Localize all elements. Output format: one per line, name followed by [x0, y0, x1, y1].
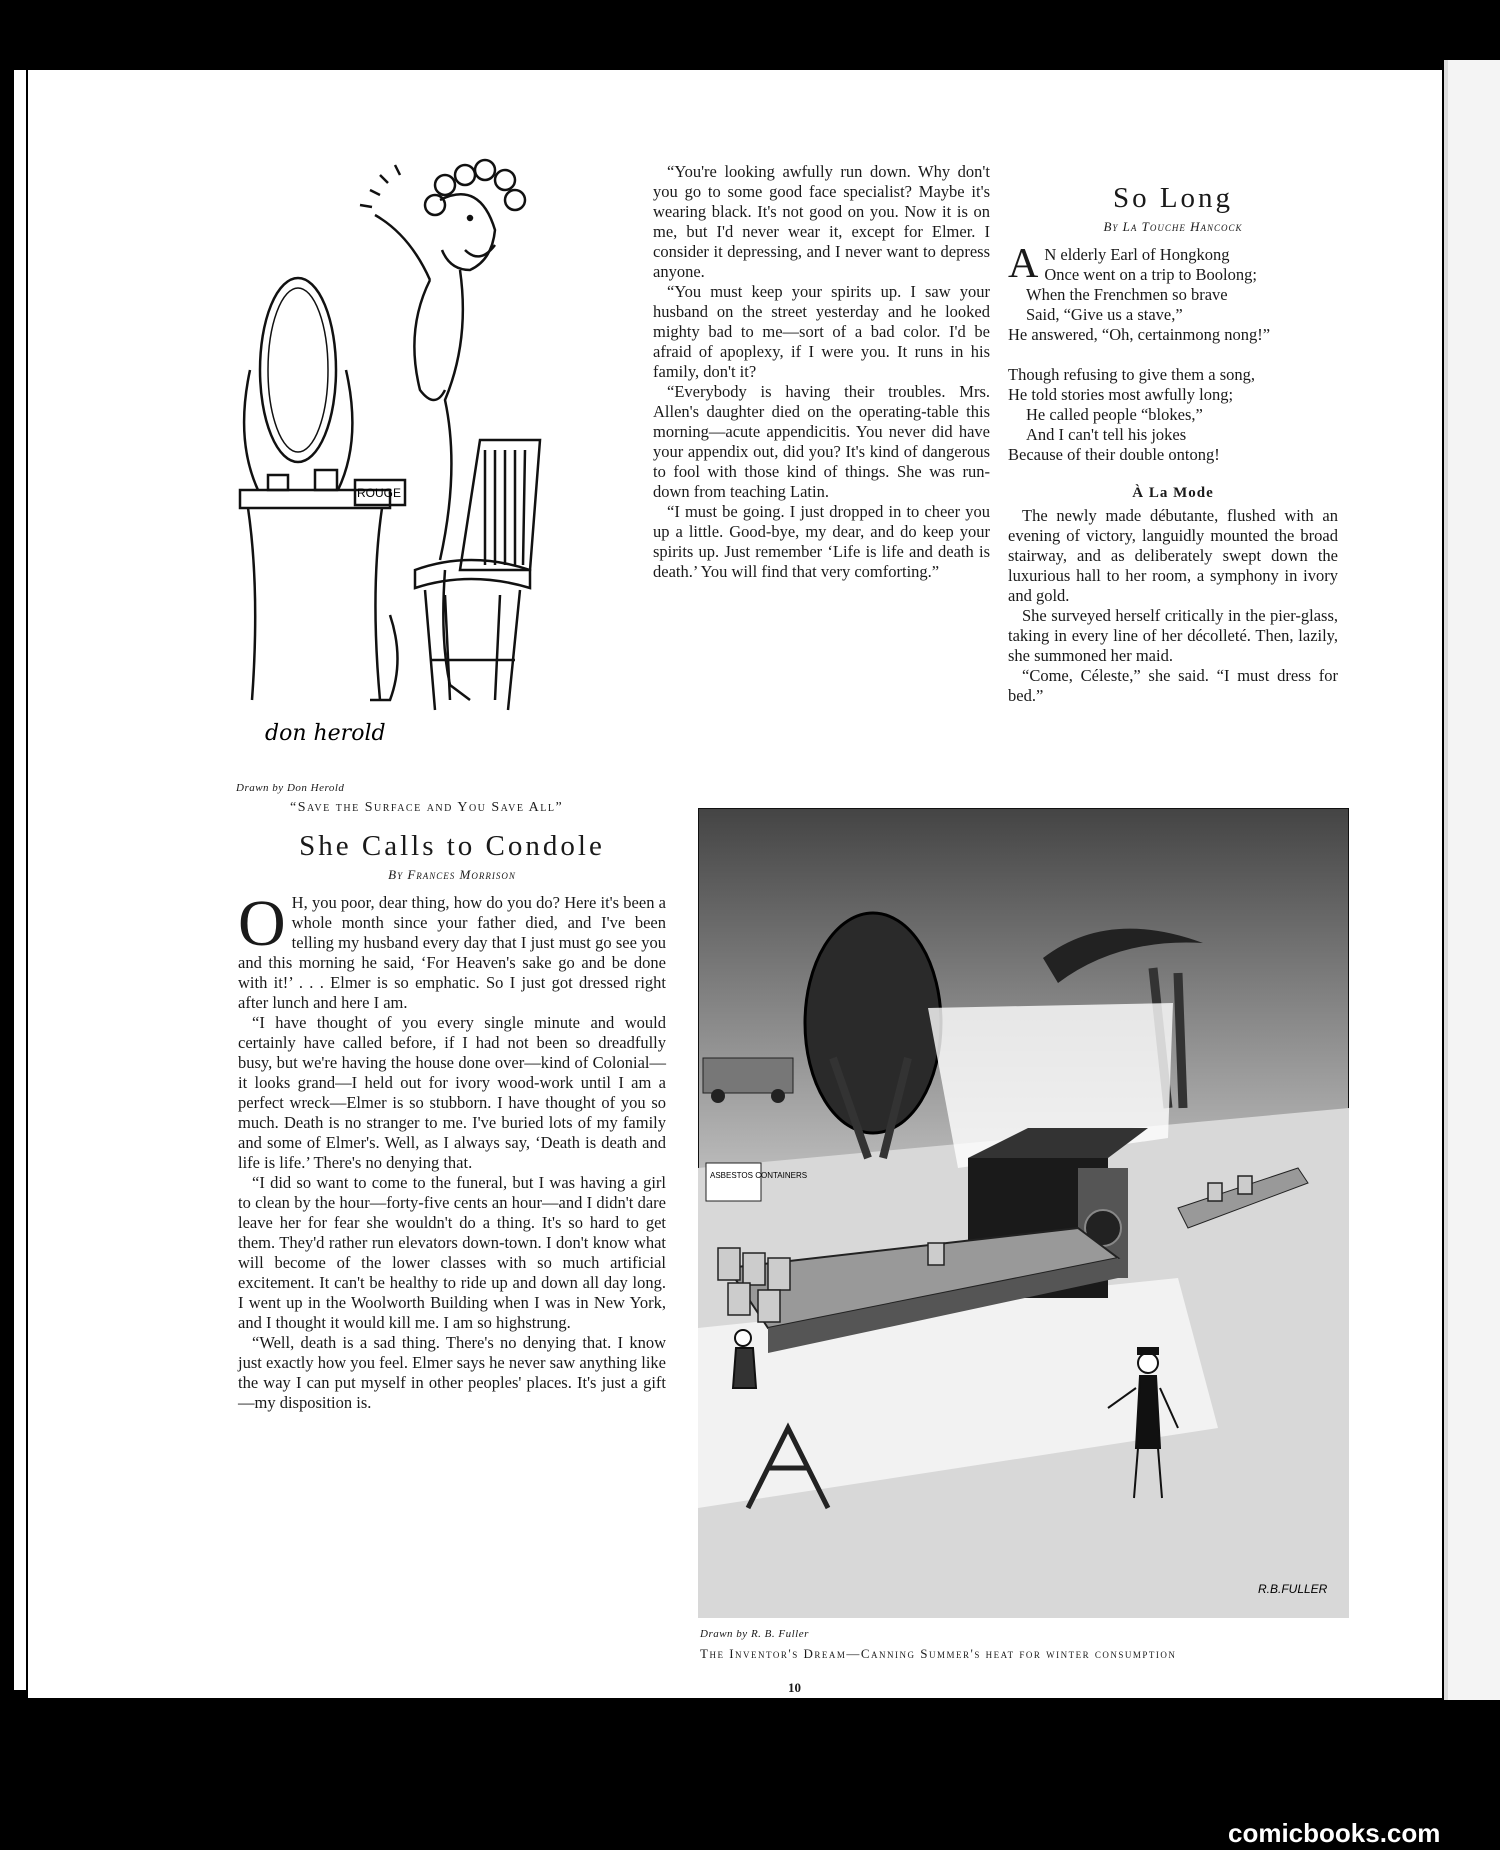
- paragraph: “Come, Céleste,” she said. “I must dress for bed.”: [1008, 666, 1338, 705]
- paragraph: “You must keep your spirits up. I saw your husband on the street yesterday and he looked mighty bad to me—sort of a bad color. I'd be afraid of apoplexy, if I were you. It runs in his family, don't it?: [653, 282, 990, 381]
- paragraph: “I did so want to come to the funeral, but I was having a girl to clean by the hour—forty-five cents an hour—and I didn't dare leave her for fear she wouldn't do a thing. It's so hard to get them. They'd rather run elevators down-town. I don't know what will become of the lower classes with so much artificial excitement. It can't be healthy to ride up and down all day long. I went up in the Woolworth Building when I was in New York, and I thought it would kill me. I am so highstrung.: [238, 1173, 666, 1332]
- fuller-signature: R.B.FULLER: [1258, 1582, 1328, 1596]
- asbestos-sign: ASBESTOS CONTAINERS: [710, 1171, 808, 1180]
- poem-line: Once went on a trip to Boolong;: [1044, 265, 1257, 284]
- top-cartoon-credit: Drawn by Don Herold: [236, 782, 345, 794]
- story-title: She Calls to Condole: [299, 830, 605, 862]
- cartoon-signature: don herold: [265, 721, 386, 746]
- poem-line: Though refusing to give them a song,: [1008, 365, 1256, 384]
- so-long-title: So Long: [1112, 182, 1234, 214]
- paragraph: “Well, death is a sad thing. There's no denying that. I know just exactly how you feel. Elmer says he never saw anything like the way I can put myself in other peoples' places. It's just a gift—my disposition is.: [238, 1333, 666, 1412]
- poem-line: N elderly Earl of Hongkong: [1044, 245, 1230, 264]
- page-number: 10: [788, 1680, 801, 1695]
- left-page-edge: [14, 70, 26, 1690]
- poem-line: Because of their double ontong!: [1008, 445, 1220, 464]
- so-long-section: [1008, 182, 1338, 706]
- poem-stanza-1: [1008, 241, 1338, 345]
- watermark-text: comicbooks.com: [1228, 1818, 1441, 1848]
- poem-line: He called people “blokes,”: [1026, 405, 1203, 424]
- paragraph: “Everybody is having their troubles. Mrs. Allen's daughter died on the operating-table this morning—acute appendicitis. You never did have your appendix out, did you? It's kind of dangerous to fool with those kind of things. She was run-down from teaching Latin.: [653, 382, 990, 501]
- magazine-page: [28, 70, 1442, 1698]
- poem-line: Said, “Give us a stave,”: [1026, 305, 1183, 324]
- story-byline: By Frances Morrison: [388, 867, 516, 882]
- story-text: [238, 887, 666, 1413]
- dropcap: A: [1008, 241, 1039, 287]
- poem-stanza-2: [1008, 365, 1338, 465]
- a-la-mode-text: [1008, 506, 1338, 706]
- next-page-edge: [1448, 60, 1500, 1700]
- poem-line: When the Frenchmen so brave: [1026, 285, 1228, 304]
- a-la-mode-heading: À La Mode: [1132, 485, 1214, 501]
- so-long-byline: By La Touche Hancock: [1103, 219, 1243, 234]
- paragraph: She surveyed herself critically in the pier-glass, taking in every line of her décolleté. Then, lazily, she summoned her maid.: [1008, 606, 1338, 665]
- inventors-dream-cartoon: [698, 808, 1349, 1618]
- don-herold-cartoon: [230, 140, 640, 760]
- fuller-cartoon-caption: The Inventor's Dream—Canning Summer's heat for winter consumption: [700, 1646, 1177, 1661]
- rouge-label: ROUGE: [357, 486, 402, 500]
- dropcap: O: [238, 887, 286, 960]
- she-calls-section: [238, 830, 666, 1413]
- poem-line: He told stories most awfully long;: [1008, 385, 1234, 404]
- paragraph: H, you poor, dear thing, how do you do? Here it's been a whole month since your father died, and I've been telling my husband every day that I just must go see you and this morning he said, ‘For Heaven's sake go and be done with it!’ . . . Elmer is so emphatic. So I just got dressed right after lunch and here I am.: [238, 893, 666, 1012]
- paragraph: “I have thought of you every single minute and would certainly have called before, if I had not been so dreadfully busy, but we're having the house done over—kind of Colonial—it looks grand—I held out for ivory wood-work until I am a perfect wreck—Elmer is so stubborn. I have thought of you so much. Death is no stranger to me. I've buried lots of my family and some of Elmer's. Well, as I always say, ‘Death is death and life is life.’ There's no denying that.: [238, 1013, 666, 1172]
- paragraph: “You're looking awfully run down. Why don't you go to some good face specialist? Maybe it's wearing black. It's not good on you. Now it is on me, but I'd never wear it, except for Elmer. I consider it depressing, and I never want to depress anyone.: [653, 162, 990, 281]
- poem-line: He answered, “Oh, certainmong nong!”: [1008, 325, 1271, 344]
- top-cartoon-caption: “Save the Surface and You Save All”: [290, 800, 564, 815]
- fuller-cartoon-credit: Drawn by R. B. Fuller: [700, 1628, 809, 1640]
- paragraph: The newly made débutante, flushed with an evening of victory, languidly mounted the broad stairway, and as deliberately swept down the luxurious hall to her room, a symphony in ivory and gold.: [1008, 506, 1338, 605]
- poem-line: And I can't tell his jokes: [1026, 425, 1187, 444]
- condole-continued-column: [653, 162, 990, 582]
- paragraph: “I must be going. I just dropped in to cheer you up a little. Good-bye, my dear, and do keep your spirits up. Just remember ‘Life is life and death is death.’ You will find that very comforting.”: [653, 502, 990, 581]
